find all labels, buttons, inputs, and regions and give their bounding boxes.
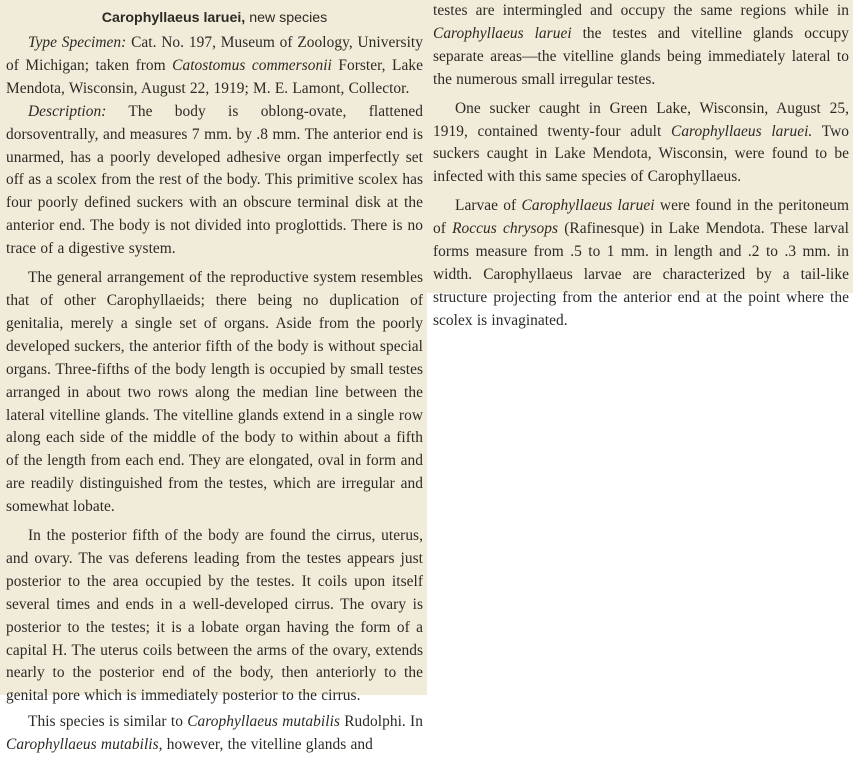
right-column [427, 0, 853, 329]
posterior-organs-paragraph: In the posterior fifth of the body are found the cirrus, uterus, and ovary. The vas deferens leading from the testes appears just posterior to the area occupied by the testes. It coils upon itself several times and ends in a well-developed cirrus. The ovary is posterior to the testes; it is a lobate organ having the form of a capital H. The uterus coils between the arms of the ovary, extends nearly to the posterior end of the body, then anteriorly to the genital pore which is immediately posterior to the cirrus. [6, 527, 423, 705]
type-specimen-label: Type Specimen: [28, 34, 127, 51]
left-column [0, 0, 427, 754]
type-specimen-paragraph: Type Specimen: Cat. No. 197, Museum of Zoology, University of Michigan; taken from Catostomus commersonii Forster, Lake Mendota, Wisconsin, August 22, 1919; M. E. Lamont, Collector. [6, 34, 423, 97]
host-name: Catostomus commersonii [172, 56, 332, 74]
reproductive-system-paragraph: The general arrangement of the reproductive system resembles that of other Carophyllaeids; there being no duplication of genitalia, merely a single set of organs. Aside from the poorly developed suckers, the anterior fifth of the body is without special organs. Three-fifths of the body length is occupied by small testes arranged in about two rows along the median line between the lateral vitelline glands. The vitelline glands extend in a single row along each side of the middle of the body to within about a fifth of the length from each end. They are elongated, oval in form and are readily distinguished from the testes, which are irregular and somewhat lobate. [6, 269, 423, 516]
comparison-paragraph: This species is similar to Carophyllaeus mutabilis Rudolphi. In Carophyllaeus mutabilis, however, the vitelline glands and [6, 713, 423, 754]
species-subtitle: new species [245, 10, 328, 26]
larvae-paragraph: Larvae of Carophyllaeus laruei were found in the peritoneum of Roccus chrysops (Rafinesque) in Lake Mendota. These larval forms measure from .5 to 1 mm. in length and .2 to .3 mm. in width. Carophyllaeus larvae are characterized by a tail-like structure projecting from the anterior end at the point where the scolex is invaginated. [433, 197, 849, 329]
comparison-continued-paragraph: testes are intermingled and occupy the same regions while in Carophyllaeus laruei the testes and vitelline glands occupy separate areas—the vitelline glands being immediately lateral to the numerous small irregular testes. [433, 2, 849, 88]
description-paragraph: Description: The body is oblong-ovate, flattened dorsoventrally, and measures 7 mm. by .8 mm. The anterior end is unarmed, has a poorly developed adhesive organ imperfectly set off as a scolex from the rest of the body. This primitive scolex has four poorly defined suckers with an obscure terminal disk at the anterior end. The body is not divided into proglottids. There is no trace of a digestive system. [6, 102, 423, 258]
description-label: Description: [28, 102, 107, 120]
species-heading [6, 6, 423, 30]
sucker-paragraph: One sucker caught in Green Lake, Wisconsin, August 25, 1919, contained twenty-four adult Carophyllaeus laruei. Two suckers caught in Lake Mendota, Wisconsin, were found to be infected with this same species of Carophyllaeus. [433, 99, 849, 186]
species-name: Carophyllaeus laruei, [101, 10, 246, 26]
